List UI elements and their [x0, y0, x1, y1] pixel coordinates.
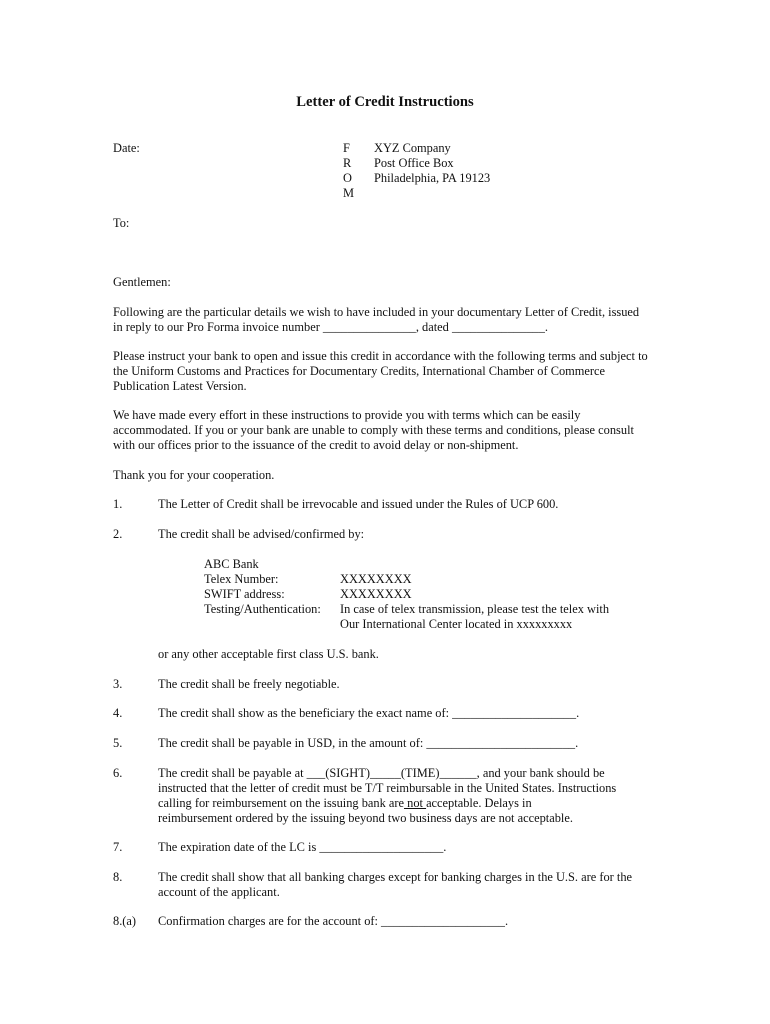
terms-paragraph-line: Publication Latest Version. — [113, 379, 247, 393]
effort-paragraph-line: We have made every effort in these instructions to provide you with terms which can be easily — [113, 408, 581, 422]
from-letter: F — [343, 141, 350, 155]
from-vertical-label — [343, 141, 354, 201]
item-number: 8. — [113, 870, 123, 884]
item-number: 7. — [113, 840, 123, 854]
telex-label: Telex Number: — [204, 572, 279, 586]
item-text: The credit shall be freely negotiable. — [158, 677, 340, 691]
item-text-line: The credit shall show that all banking charges except for banking charges in the U.S. are for the — [158, 870, 633, 884]
thanks-line: Thank you for your cooperation. — [113, 468, 275, 482]
item-text: The credit shall show as the beneficiary the exact name of: ____________________. — [158, 706, 580, 720]
sender-address-line: Post Office Box — [374, 156, 454, 170]
item-text-line — [158, 796, 532, 811]
intro-paragraph-line: in reply to our Pro Forma invoice number _______________, dated _______________. — [113, 320, 548, 334]
terms-paragraph-line: the Uniform Customs and Practices for Documentary Credits, International Chamber of Commerce — [113, 364, 606, 378]
item-number: 8.(a) — [113, 914, 137, 928]
item-number: 2. — [113, 527, 123, 541]
sender-address-line: XYZ Company — [374, 141, 451, 155]
item-number: 1. — [113, 497, 123, 511]
testing-value-line: In case of telex transmission, please test the telex with — [340, 602, 610, 616]
from-letter: R — [343, 156, 352, 170]
item-text-line: instructed that the letter of credit must be T/T reimbursable in the United States. Instructions — [158, 781, 617, 795]
item-text-segment: calling for reimbursement on the issuing bank are — [158, 796, 405, 810]
bank-name: ABC Bank — [204, 557, 259, 571]
item-text-segment: acceptable. Delays in — [426, 796, 532, 810]
item-text: The expiration date of the LC is ____________________. — [158, 840, 447, 854]
from-letter: M — [343, 186, 355, 200]
item-number: 6. — [113, 766, 123, 780]
intro-paragraph-line: Following are the particular details we wish to have included in your documentary Letter of Credit, issued — [113, 305, 640, 319]
item-text: Confirmation charges are for the account of: ____________________. — [158, 914, 509, 928]
item-text-line: account of the applicant. — [158, 885, 280, 899]
effort-paragraph-line: with our offices prior to the issuance of the credit to avoid delay or non-shipment. — [113, 438, 519, 452]
effort-paragraph-line: accommodated. If you or your bank are unable to comply with these terms and conditions, please consult — [113, 423, 634, 437]
item-number: 5. — [113, 736, 123, 750]
item-text-line: The credit shall be payable at ___(SIGHT)_____(TIME)______, and your bank should be — [158, 766, 605, 780]
to-label: To: — [113, 216, 130, 230]
item-text: The credit shall be advised/confirmed by: — [158, 527, 365, 541]
from-letter: O — [343, 171, 352, 185]
item-number: 3. — [113, 677, 123, 691]
swift-value: XXXXXXXX — [340, 587, 412, 601]
terms-paragraph-line: Please instruct your bank to open and issue this credit in accordance with the following terms and subject to — [113, 349, 648, 363]
sender-address-line: Philadelphia, PA 19123 — [374, 171, 491, 185]
item-text-line: reimbursement ordered by the issuing beyond two business days are not acceptable. — [158, 811, 573, 825]
telex-value: XXXXXXXX — [340, 572, 412, 586]
other-bank-note: or any other acceptable first class U.S. bank. — [158, 647, 379, 661]
item-number: 4. — [113, 706, 123, 720]
testing-value-line: Our International Center located in xxxxxxxxx — [340, 617, 573, 631]
sender-address — [374, 141, 490, 186]
swift-label: SWIFT address: — [204, 587, 285, 601]
salutation: Gentlemen: — [113, 275, 171, 289]
testing-label: Testing/Authentication: — [204, 602, 321, 616]
item-text: The credit shall be payable in USD, in the amount of: ________________________. — [158, 736, 579, 750]
item-text: The Letter of Credit shall be irrevocable and issued under the Rules of UCP 600. — [158, 497, 559, 511]
underlined-not: not — [404, 796, 427, 810]
date-label: Date: — [113, 141, 140, 155]
document-title: Letter of Credit Instructions — [296, 94, 474, 110]
